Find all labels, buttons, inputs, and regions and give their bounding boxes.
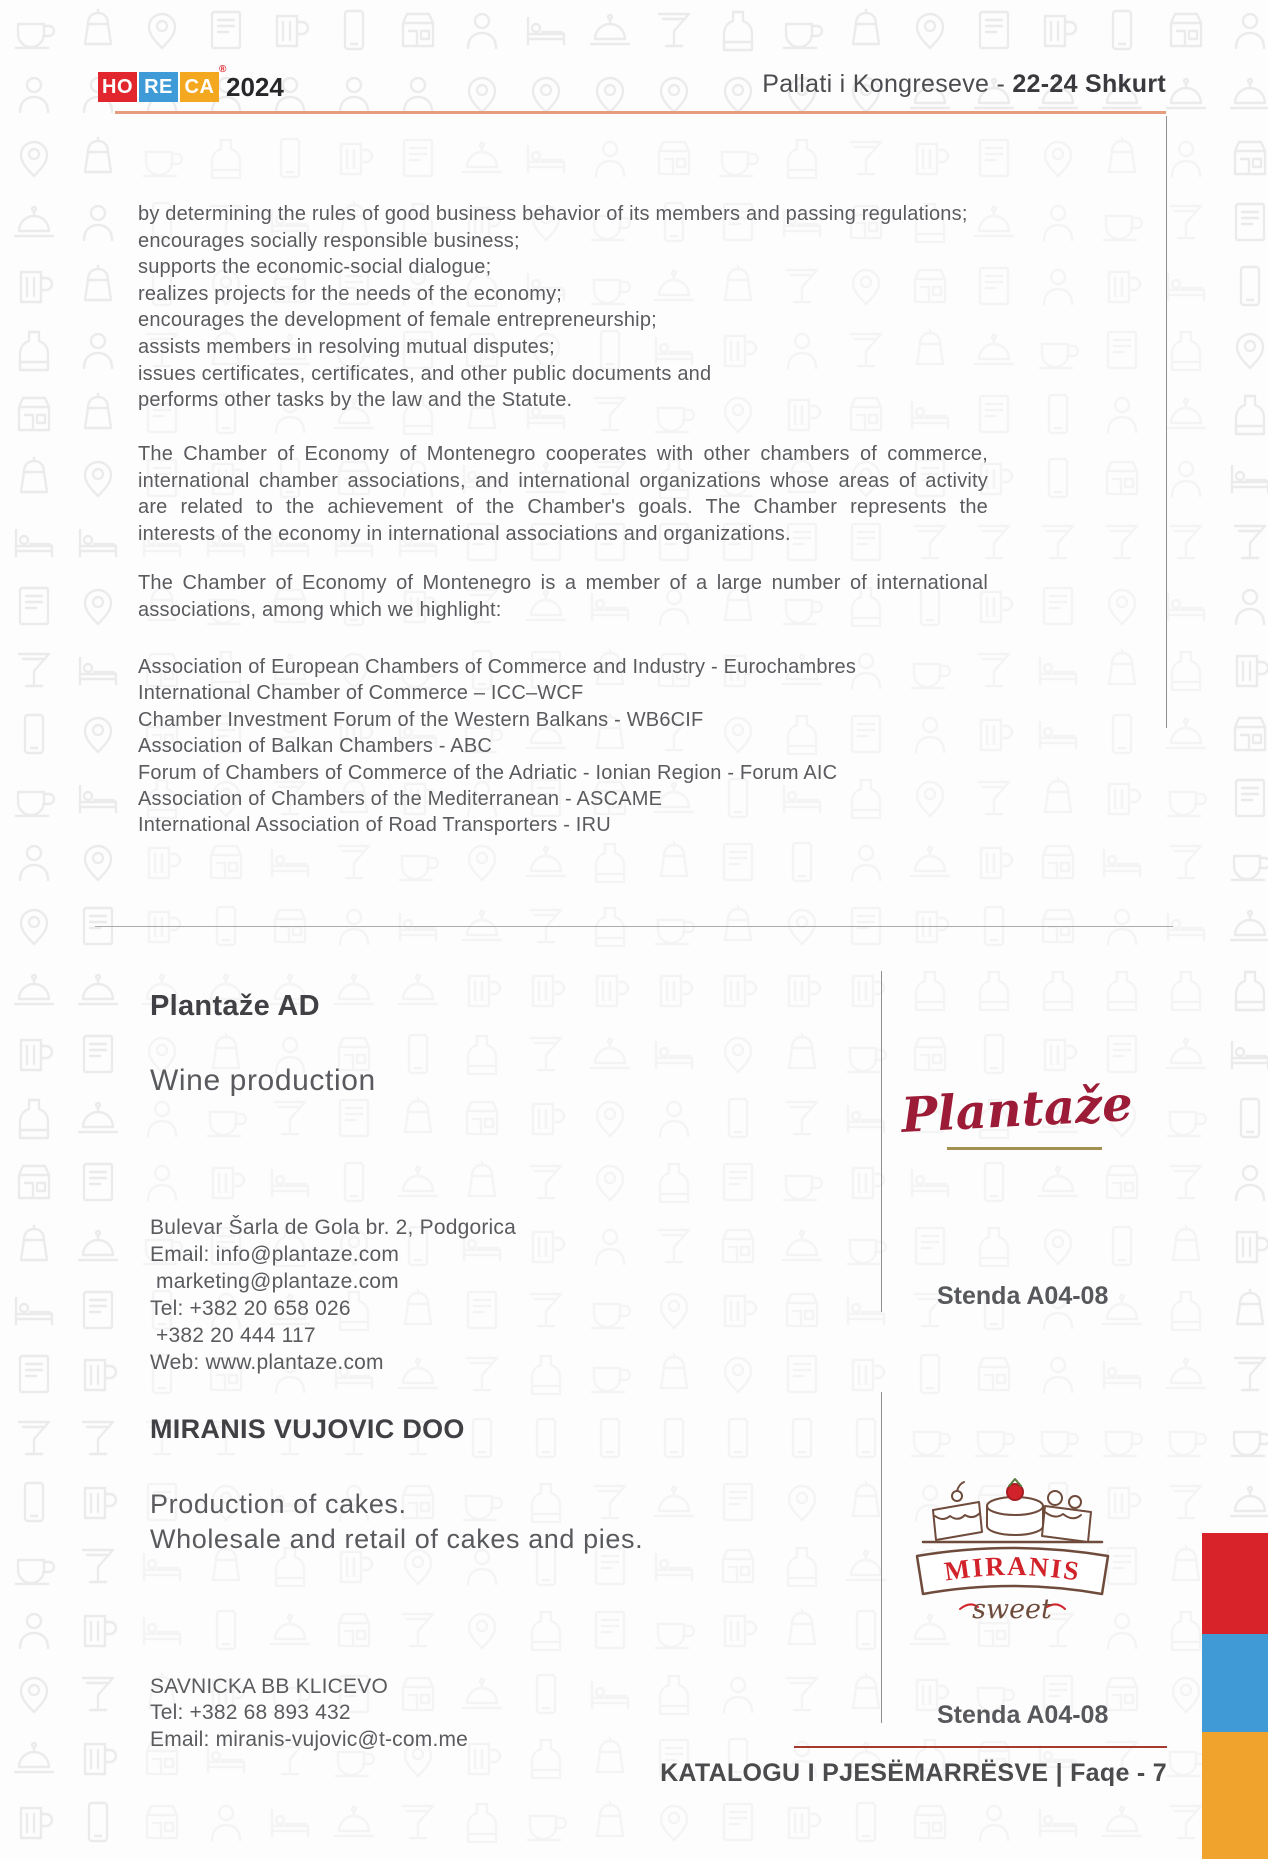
company-contact-miranis <box>150 1594 468 1753</box>
association-item: International Association of Road Transporters - IRU <box>138 814 611 837</box>
company-name-plantaze: Plantaže AD <box>150 990 320 1022</box>
associations-list <box>138 654 856 839</box>
logo-box-ho: HO <box>98 72 137 102</box>
content-vertical-rule <box>1166 116 1167 728</box>
miranis-banner-text: MIRANIS <box>942 1550 1083 1587</box>
paragraph-line: The Chamber of Economy of Montenegro cooperates with other chambers of commerce, <box>138 443 988 465</box>
paragraph-line: interests of the economy in international associations and organizations. <box>138 522 791 545</box>
contact-line: Tel: +382 68 893 432 <box>150 1701 351 1724</box>
contact-line: Bulevar Šarla de Gola br. 2, Podgorica <box>150 1216 516 1239</box>
intro-line: supports the economic-social dialogue; <box>138 256 492 279</box>
intro-line: issues certificates, certificates, and other public documents and <box>138 362 712 385</box>
company-name-miranis: MIRANIS VUJOVIC DOO <box>150 1414 465 1444</box>
association-item: International Chamber of Commerce – ICC–WCF <box>138 682 584 705</box>
footer-rule <box>794 1746 1167 1748</box>
paragraph-line: are related to the achievement of the Chamber's goals. The Chamber represents the <box>138 496 988 519</box>
contact-line: Email: info@plantaze.com <box>150 1243 400 1266</box>
intro-line: by determining the rules of good business behavior of its members and passing regulations; <box>138 203 968 225</box>
stand-label-plantaze: Stenda A04-08 <box>937 1282 1109 1310</box>
registered-mark: ® <box>219 64 227 75</box>
intro-paragraph <box>138 201 968 414</box>
contact-line: +382 20 444 117 <box>150 1324 316 1347</box>
miranis-vertical-rule <box>881 1392 882 1723</box>
accent-block-blue <box>1202 1634 1268 1732</box>
intro-line: performs other tasks by the law and the Statute. <box>138 389 573 412</box>
activity-line: Wholesale and retail of cakes and pies. <box>150 1524 644 1554</box>
logo-box-ca: CA <box>180 72 219 102</box>
logo-box-re: RE <box>139 72 178 102</box>
association-item: Forum of Chambers of Commerce of the Adriatic - Ionian Region - Forum AIC <box>138 761 838 784</box>
footer-page-label: KATALOGU I PJESËMARRËSVE | Faqe - 7 <box>660 1759 1167 1787</box>
contact-line: Tel: +382 20 658 026 <box>150 1297 351 1320</box>
plantaze-vertical-rule <box>881 971 882 1312</box>
venue-dates: 22-24 Shkurt <box>1012 70 1166 98</box>
contact-line: SAVNICKA BB KLICEVO <box>150 1674 388 1698</box>
horeca-logo-boxes <box>98 64 227 102</box>
paragraph-line: The Chamber of Economy of Montenegro is a member of a large number of international <box>138 572 988 594</box>
cakes-illustration <box>923 1479 1102 1542</box>
association-item: Association of Balkan Chambers - ABC <box>138 735 493 758</box>
venue-text <box>762 70 1166 99</box>
contact-line: Email: miranis-vujovic@t-com.me <box>150 1727 469 1751</box>
intro-line: encourages the development of female entrepreneurship; <box>138 309 657 332</box>
header-underline <box>115 111 1166 114</box>
membership-paragraph <box>138 570 988 623</box>
company-activity-miranis <box>150 1487 790 1557</box>
company-activity-plantaze: Wine production <box>150 1064 376 1097</box>
cooperation-paragraph <box>138 441 988 547</box>
association-item: Association of Chambers of the Mediterranean - ASCAME <box>138 788 663 811</box>
paragraph-line: international chamber associations, and international organizations whose areas of activity <box>138 469 988 492</box>
venue-name: Pallati i Kongreseve - <box>762 70 1013 98</box>
section-divider <box>95 926 1173 927</box>
accent-block-orange <box>1202 1732 1268 1859</box>
association-item: Association of European Chambers of Commerce and Industry - Eurochambres <box>138 656 857 678</box>
association-item: Chamber Investment Forum of the Western Balkans - WB6CIF <box>138 708 704 731</box>
activity-line: Production of cakes. <box>150 1489 407 1519</box>
miranis-banner <box>917 1548 1108 1594</box>
miranis-logo <box>905 1468 1120 1628</box>
intro-line: encourages socially responsible business; <box>138 229 520 252</box>
contact-line: marketing@plantaze.com <box>150 1270 399 1293</box>
intro-line: realizes projects for the needs of the economy; <box>138 282 563 305</box>
miranis-sweet-text: sweet <box>972 1594 1052 1625</box>
accent-block-red <box>1202 1533 1268 1634</box>
company-contact-plantaze <box>150 1133 516 1376</box>
plantaze-logo: Plantaže <box>899 1075 1135 1145</box>
plantaze-logo-underline <box>947 1147 1102 1150</box>
contact-line: Web: www.plantaze.com <box>150 1351 384 1374</box>
logo-year: 2024 <box>226 72 284 102</box>
paragraph-line: associations, among which we highlight: <box>138 598 502 621</box>
intro-line: assists members in resolving mutual disputes; <box>138 335 555 358</box>
stand-label-miranis: Stenda A04-08 <box>937 1701 1109 1729</box>
miranis-sweet <box>960 1594 1065 1625</box>
horeca-logo <box>98 64 284 102</box>
